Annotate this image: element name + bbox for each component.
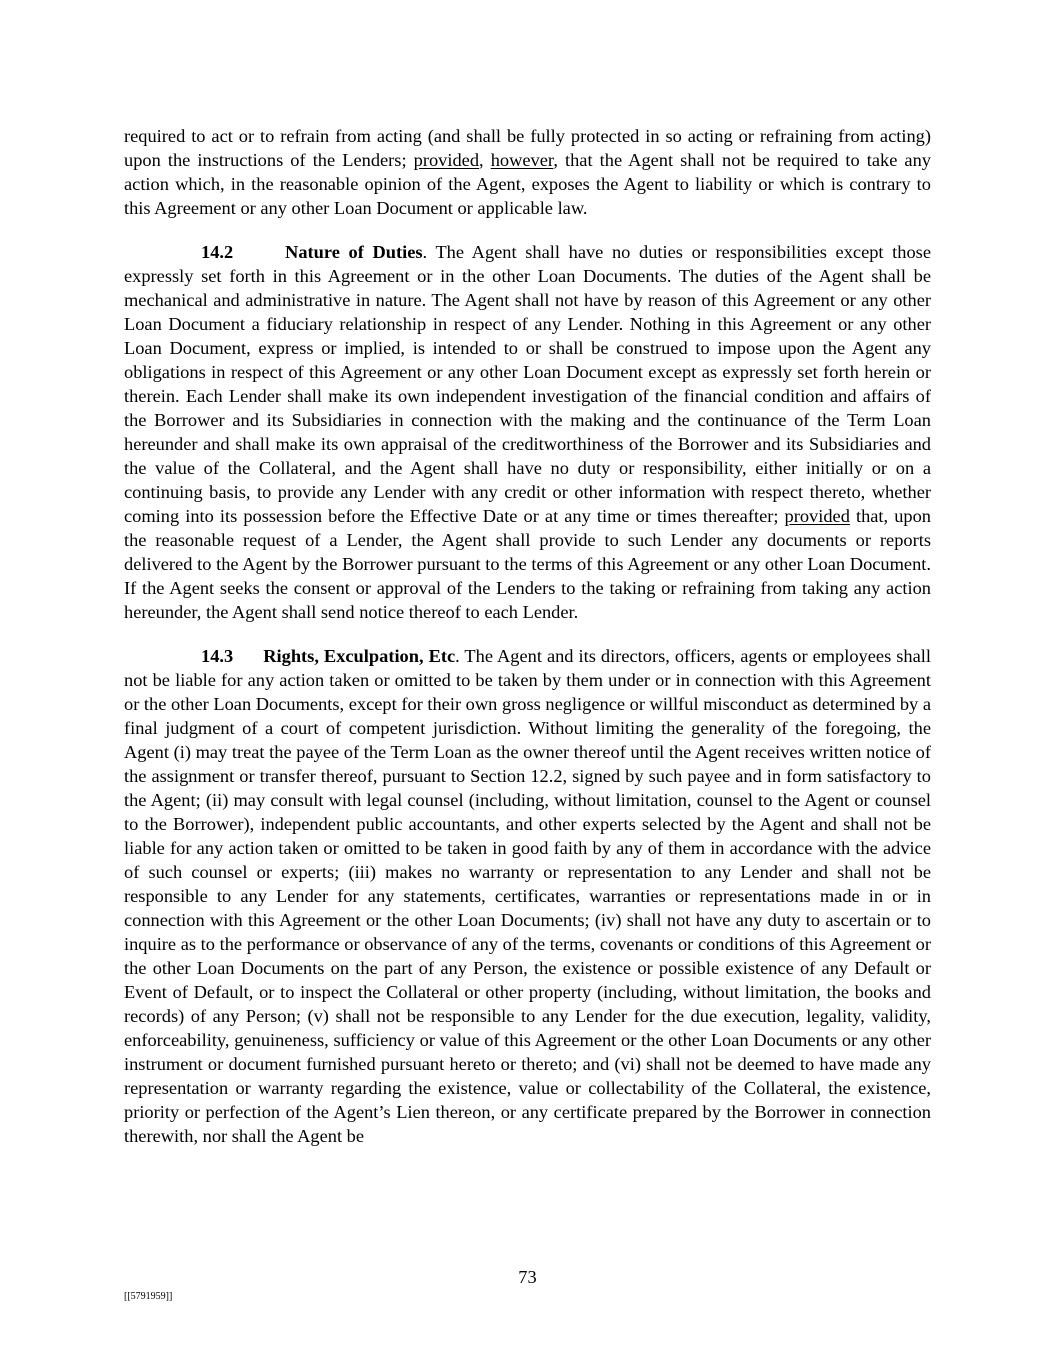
provided-underlined: provided [784,506,850,526]
provided-underlined: provided [413,150,480,170]
section-gap [233,646,263,666]
section-gap [233,242,285,262]
paragraph-text: required to act or to refrain from acting (and shall be fully protected in so acting or refraining from acting) upon the instructions of the Lenders; [124,126,931,170]
paragraph-text: . The Agent and its directors, officers, agents or employees shall not be liable for any action taken or omitted to be taken by them under or in connection with this Agreement or the other Loan Documents, except for their own gross negligence or willful misconduct as determined by a final judgment of a court of competent jurisdiction. Without limiting the generality of the foregoing, the Agent (i) may treat the payee of the Term Loan as the owner thereof until the Agent receives written notice of the assignment or transfer thereof, pursuant to Section 12.2, signed by such payee and in form satisfactory to the Agent; (ii) may consult with legal counsel (including, without limitation, counsel to the Agent or counsel to the Borrower), independent public accountants, and other experts selected by the Agent and shall not be liable for any action taken or omitted to be taken in good faith by any of them in accordance with the advice of such counsel or experts; (iii) makes no warranty or representation to any Lender and shall not be responsible to any Lender for any statements, certificates, warranties or representations made in or in connection with this Agreement or the other Loan Documents; (iv) shall not have any duty to ascertain or to inquire as to the performance or observance of any of the terms, covenants or conditions of this Agreement or the other Loan Documents on the part of any Person, the existence or possible existence of any Default or Event of Default, or to inspect the Collateral or other property (including, without limitation, the books and records) of any Person; (v) shall not be responsible to any Lender for the due execution, legality, validity, enforceability, genuineness, sufficiency or value of this Agreement or the other Loan Documents or any other instrument or document furnished pursuant hereto or thereto; and (vi) shall not be deemed to have made any representation or warranty regarding the existence, value or collectability of the Collateral, the existence, priority or perfection of the Agent’s Lien thereon, or any certificate prepared by the Borrower in connection therewith, nor shall the Agent be [124,646,931,1146]
paragraph-text: that, upon the reasonable request of a Lender, the Agent shall provide to such Lender any documents or reports delivered to the Agent by the Borrower pursuant to the terms of this Agreement or any other Loan Document. If the Agent seeks the consent or approval of the Lenders to the taking or refraining from taking any action hereunder, the Agent shall send notice thereof to each Lender. [124,506,931,622]
section-14-2-paragraph [124,240,931,624]
document-body [124,124,931,1168]
document-id: [[5791959]] [124,1291,173,1302]
section-heading: Nature of Duties [285,242,423,262]
paragraph-text: , that the Agent shall not be required to take any action which, in the reasonable opinion of the Agent, exposes the Agent to liability or which is contrary to this Agreement or any other Loan Document or applicable law. [124,150,931,218]
page-number: 73 [518,1267,537,1287]
section-number: 14.3 [201,646,234,666]
separator-text: , [479,150,491,170]
continued-paragraph [124,124,931,220]
however-underlined: however [490,150,554,170]
section-number: 14.2 [201,242,234,262]
section-heading: Rights, Exculpation, Etc [263,646,456,666]
section-14-3-paragraph [124,644,931,1148]
paragraph-text: . The Agent shall have no duties or responsibilities except those expressly set forth in this Agreement or in the other Loan Documents. The duties of the Agent shall be mechanical and administrative in nature. The Agent shall not have by reason of this Agreement or any other Loan Document a fiduciary relationship in respect of any Lender. Nothing in this Agreement or any other Loan Document, express or implied, is intended to or shall be construed to impose upon the Agent any obligations in respect of this Agreement or any other Loan Document except as expressly set forth herein or therein. Each Lender shall make its own independent investigation of the financial condition and affairs of the Borrower and its Subsidiaries in connection with the making and the continuance of the Term Loan hereunder and shall make its own appraisal of the creditworthiness of the Borrower and its Subsidiaries and the value of the Collateral, and the Agent shall have no duty or responsibility, either initially or on a continuing basis, to provide any Lender with any credit or other information with respect thereto, whether coming into its possession before the Effective Date or at any time or times thereafter; [124,242,931,526]
